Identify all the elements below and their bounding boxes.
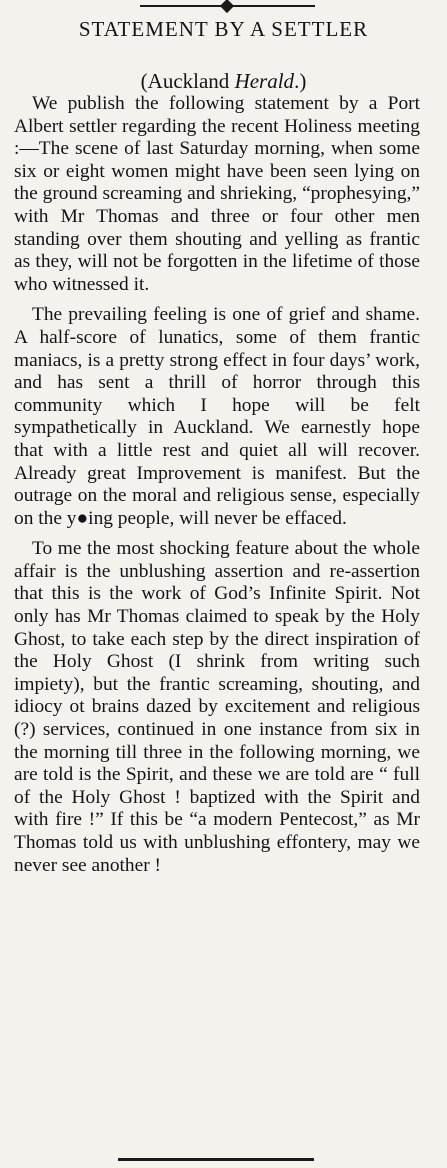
source-prefix: (Auckland (140, 69, 235, 93)
top-rule-ornament (220, 0, 234, 13)
paragraph: We publish the following statement by a Port Albert settler regarding the recent Holiness meeting :—The scene of last Saturday morning, when some six or eight women might have been seen lying on the ground screaming and shrieking, “prophesying,” with Mr Thomas and three or four other men standing over them shouting and yelling as frantic as they, will not be forgotten in the lifetime of those who witnessed it. (14, 93, 420, 295)
source-suffix: .) (294, 69, 307, 93)
article-body (14, 93, 420, 877)
headline: STATEMENT BY A SETTLER (78, 17, 369, 41)
paragraph: The prevailing feeling is one of grief and shame. A half-score of lunatics, some of them frantic maniacs, is a pretty strong effect in four days’ work, and has sent a thrill of horror through this community which I hope will be felt sympathetically in Auckland. We earnestly hope that with a little rest and quiet all will recover. Already great Improvement is manifest. But the outrage on the moral and religious sense, especially on the y●ing people, will never be effaced. (14, 304, 420, 529)
source-paper: Herald (234, 69, 295, 93)
paragraph: To me the most shocking feature about the whole affair is the unblushing assertion and re-assertion that this is the work of God’s Infinite Spirit. Not only has Mr Thomas claimed to speak by the Holy Ghost, to take each step by the direct inspiration of the Holy Ghost (I shrink from writing such impiety), but the frantic screaming, shouting, and idiocy ot brains dazed by excitement and religious (?) services, continued in one instance from six in the morning till three in the following morning, we are told is the Spirit, and these we are told are “ full of the Holy Ghost ! baptized with the Spirit and with fire !” If this be “a modern Pentecost,” as Mr Thomas told us with unblushing effontery, may we never see another ! (14, 538, 420, 876)
source-line (0, 66, 447, 96)
bottom-rule (118, 1158, 314, 1161)
